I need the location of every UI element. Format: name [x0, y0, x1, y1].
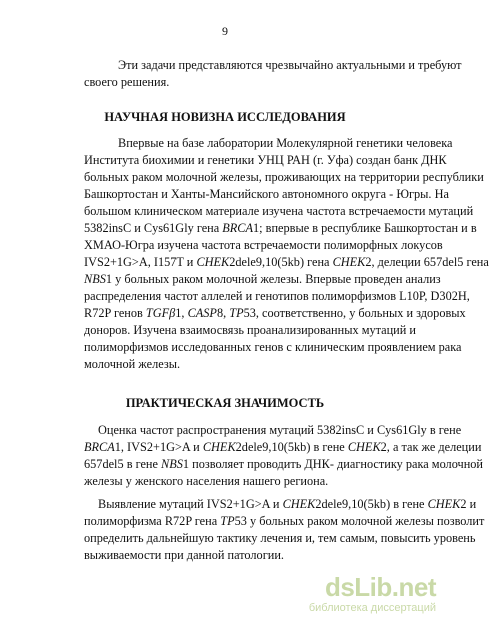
page-number: 9 [222, 24, 228, 38]
practical-line: Оценка частот распространения мутаций 5382insC и Cys61Gly в гене [98, 423, 462, 437]
practical-line: железы у женского населения нашего региона. [84, 474, 329, 488]
intro-line: своего решения. [84, 75, 170, 89]
novelty-line: Института биохимии и генетики УНЦ РАН (г. Уфа) создан банк ДНК [84, 153, 447, 167]
novelty-line: 5382insC и Cys61Gly гена BRCA1; впервые в республике Башкортостан и в [84, 221, 477, 235]
watermark-subtitle: библиотека диссертаций [308, 602, 436, 614]
novelty-line: молочной железы. [84, 357, 181, 371]
practical-line: BRCA1, IVS2+1G>A и CHEK2dele9,10(5kb) в гене CHEK2, а так же делеции [84, 440, 482, 454]
novelty-line: доноров. Изучена взаимосвязь проанализированных мутаций и [84, 323, 416, 337]
novelty-line: Башкортостан и Ханты-Мансийского автономного округа - Югры. На [84, 187, 449, 201]
novelty-line: полиморфизмов исследованных генов с клиническим проявлением рака [84, 340, 462, 354]
practical-line: Выявление мутаций IVS2+1G>A и CHEK2dele9,10(5kb) в гене CHEK2 и [98, 497, 477, 511]
novelty-line: Впервые на базе лаборатории Молекулярной генетики человека [118, 136, 453, 150]
novelty-line: IVS2+1G>A, I157T и CHEK2dele9,10(5kb) гена CHEK2, делеции 657del5 гена [84, 255, 489, 269]
novelty-heading: НАУЧНАЯ НОВИЗНА ИССЛЕДОВАНИЯ [104, 110, 346, 124]
novelty-line: распределения частот аллелей и генотипов полиморфизмов L10P, D302H, [84, 289, 470, 303]
practical-heading: ПРАКТИЧЕСКАЯ ЗНАЧИМОСТЬ [125, 396, 325, 410]
novelty-line: NBS1 у больных раком молочной железы. Впервые проведен анализ [84, 272, 441, 286]
novelty-line: больных раком молочной железы, проживающих на территории республики [84, 170, 484, 184]
novelty-line: R72P генов TGFβ1, CASP8, TP53, соответственно, у больных и здоровых [84, 306, 466, 320]
novelty-line: большом клиническом материале изучена частота встречаемости мутаций [84, 204, 474, 218]
practical-line: полиморфизма R72P гена TP53 у больных раком молочной железы позволит [84, 514, 485, 528]
watermark [308, 572, 436, 618]
novelty-line: ХМАО-Югра изучена частота встречаемости полиморфных локусов [84, 238, 443, 252]
watermark-logo: dsLib.net [324, 572, 436, 602]
practical-line: выживаемости при данной патологии. [84, 548, 284, 562]
practical-line: определить дальнейшую тактику лечения и, тем самым, повысить уровень [84, 531, 476, 545]
intro-line: Эти задачи представляются чрезвычайно актуальными и требуют [118, 58, 462, 72]
practical-line: 657del5 в гене NBS1 позволяет проводить ДНК- диагностику рака молочной [84, 457, 484, 471]
